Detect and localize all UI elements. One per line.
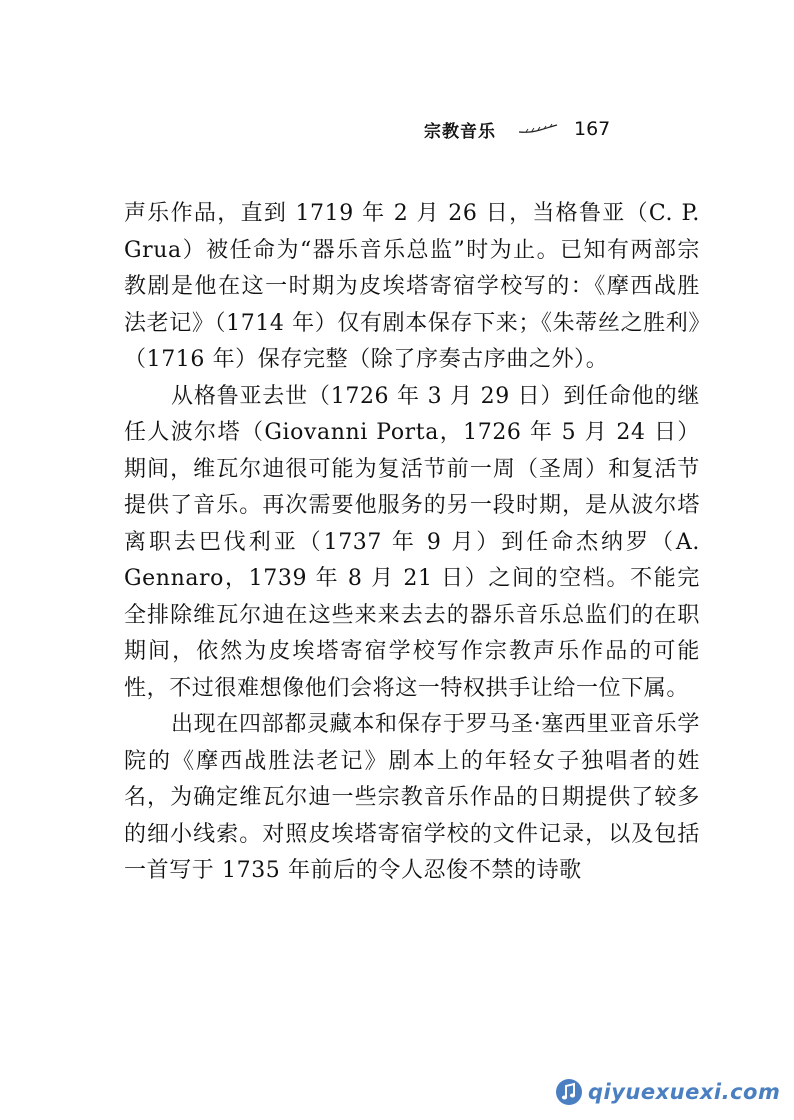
- paragraph-2: 从格鲁亚去世（1726 年 3 月 29 日）到任命他的继任人波尔塔（Giovanni Porta，1726 年 5 月 24 日）期间，维瓦尔迪很可能为复活节前一周（圣周）和复活节提供了音乐。再次需要他服务的另一段时期，是从波尔塔离职去巴伐利亚（1737 年 9 月）到任命杰纳罗（A. Gennaro，1739 年 8 月 21 日）之间的空档。不能完全排除维瓦尔迪在这些来来去去的器乐音乐总监们的在职期间，依然为皮埃塔寄宿学校写作宗教声乐作品的可能性，不过很难想像他们会将这一特权拱手让给一位下属。: [124, 383, 700, 701]
- watermark: [554, 1074, 788, 1110]
- body-text: [124, 196, 700, 890]
- page-number: 167: [574, 118, 611, 140]
- paragraph-1: 声乐作品，直到 1719 年 2 月 26 日，当格鲁亚（C. P. Grua）被任命为“器乐音乐总监”时为止。已知有两部宗教剧是他在这一时期为皮埃塔寄宿学校写的：《摩西战胜法老记》（1714 年）仅有剧本保存下来；《朱蒂丝之胜利》（1716 年）保存完整（除了序奏古序曲之外）。: [124, 201, 700, 372]
- ornament-icon: [518, 123, 558, 135]
- music-note-icon: [554, 1077, 584, 1107]
- watermark-text: qiyuexuexi.com: [588, 1080, 781, 1104]
- paragraph-3: 出现在四部都灵藏本和保存于罗马圣·塞西里亚音乐学院的《摩西战胜法老记》剧本上的年轻女子独唱者的姓名，为确定维瓦尔迪一些宗教音乐作品的日期提供了较多的细小线索。对照皮埃塔寄宿学校的文件记录，以及包括一首写于 1735 年前后的令人忍俊不禁的诗歌: [124, 712, 700, 883]
- section-title: 宗教音乐: [424, 121, 496, 142]
- running-header: [424, 116, 610, 142]
